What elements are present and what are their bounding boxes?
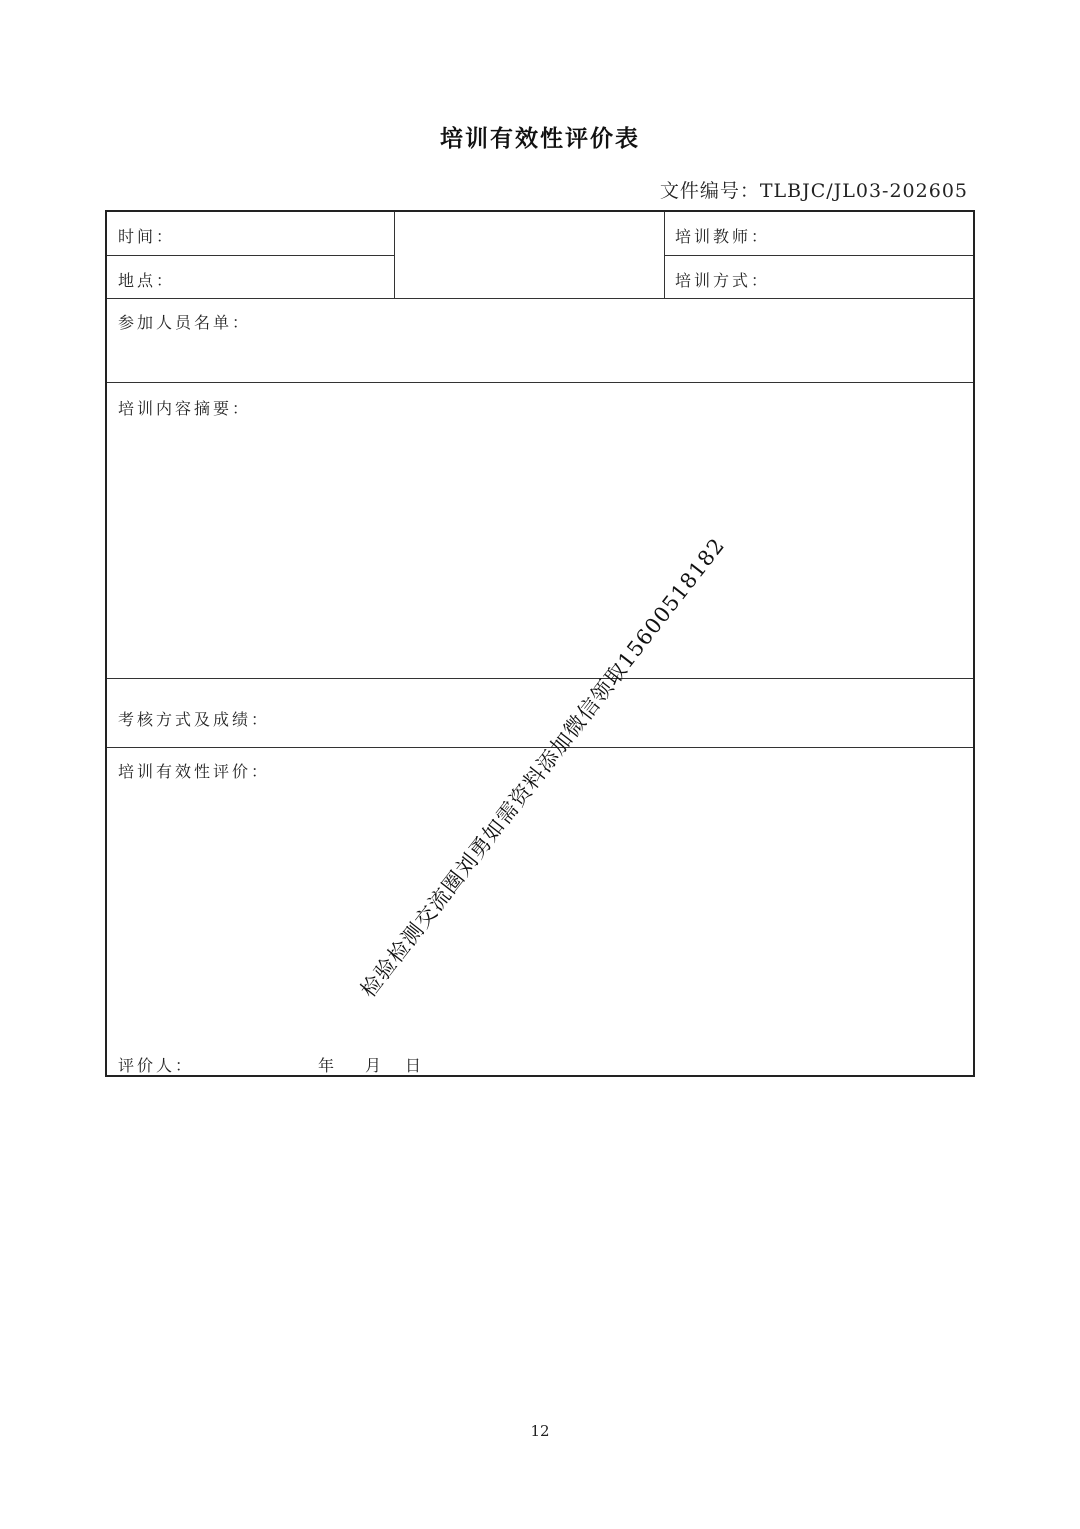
- method-label: 培训方式：: [675, 271, 771, 290]
- day-label: 日: [405, 1056, 425, 1075]
- method-cell[interactable]: [664, 255, 973, 298]
- page-number: 12: [530, 1422, 550, 1440]
- evaluation-cell[interactable]: [107, 747, 973, 1075]
- content-summary-cell[interactable]: [107, 382, 973, 678]
- attendees-cell[interactable]: [107, 298, 973, 382]
- place-cell[interactable]: [107, 255, 394, 298]
- document-title: 培训有效性评价表: [440, 125, 640, 152]
- year-label: 年: [318, 1056, 338, 1075]
- attendees-label: 参加人员名单：: [118, 313, 252, 332]
- evaluation-form-table: [105, 210, 975, 1077]
- evaluation-label: 培训有效性评价：: [118, 762, 271, 781]
- diagonal-watermark: 检验检测交流圈刘勇如需资料添加微信领取15600518182: [356, 533, 730, 1002]
- evaluator-label: 评价人：: [118, 1056, 195, 1075]
- assessment-label: 考核方式及成绩：: [118, 710, 271, 729]
- place-label: 地点：: [118, 271, 176, 290]
- document-number: 文件编号：TLBJC/JL03-202605: [659, 180, 968, 202]
- teacher-cell[interactable]: [664, 212, 973, 255]
- blank-merged-cell[interactable]: [394, 212, 664, 298]
- assessment-cell[interactable]: [107, 678, 973, 747]
- teacher-label: 培训教师：: [675, 227, 771, 246]
- content-summary-label: 培训内容摘要：: [118, 399, 252, 418]
- month-label: 月: [365, 1056, 385, 1075]
- time-cell[interactable]: [107, 212, 394, 255]
- time-label: 时间：: [118, 227, 176, 246]
